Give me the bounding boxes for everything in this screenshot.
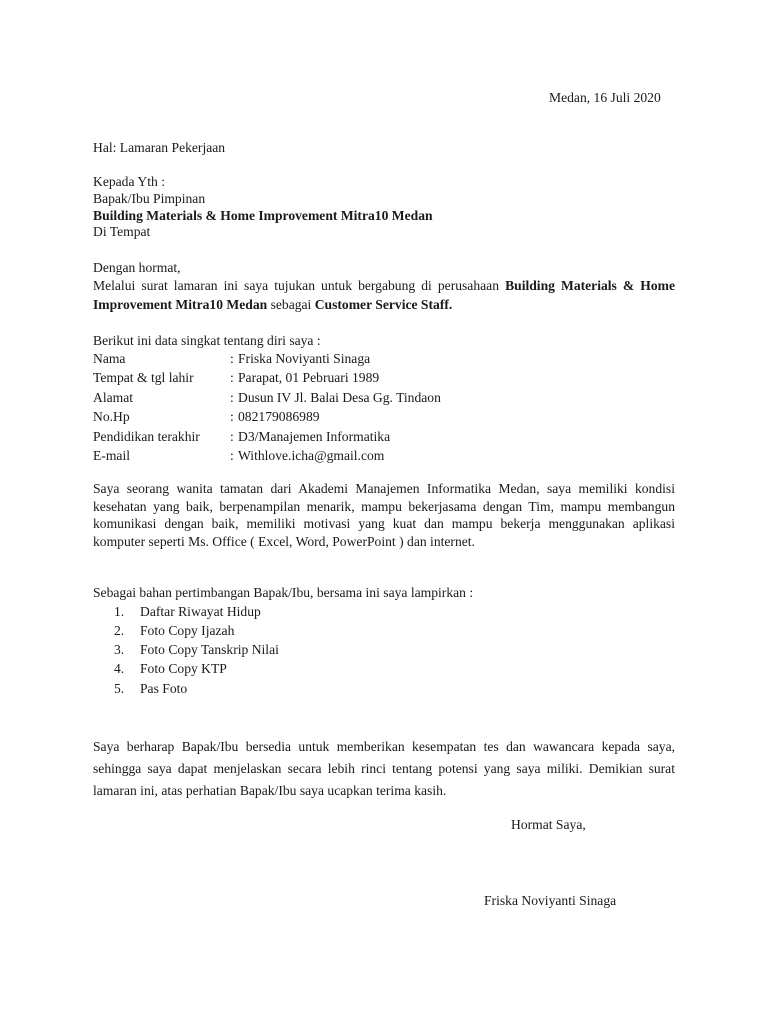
recipient-company: Building Materials & Home Improvement Mitra10 Medan <box>93 208 433 223</box>
recipient-place: Di Tempat <box>93 224 151 239</box>
intro-paragraph <box>93 276 675 314</box>
data-row-name <box>93 349 370 368</box>
closing-paragraph: Saya berharap Bapak/Ibu bersedia untuk memberikan kesempatan tes dan wawancara kepada saya, sehingga saya dapat menjelaskan secara lebih rinci tentang potensi yang saya miliki. Demikian surat lamaran ini, atas perhatian Bapak/Ibu saya ucapkan terima kasih. <box>93 739 675 798</box>
data-colon: : <box>230 448 234 463</box>
data-row-birth <box>93 368 379 387</box>
intro-text-2: sebagai <box>267 297 315 312</box>
subject-line: Hal: Lamaran Pekerjaan <box>93 140 226 155</box>
data-row-phone <box>93 407 320 426</box>
data-value: D3/Manajemen Informatika <box>238 429 391 444</box>
list-number: 2. <box>114 623 125 638</box>
data-row-email <box>93 446 384 465</box>
data-label: No.Hp <box>93 409 130 424</box>
list-item <box>114 679 187 698</box>
data-label: Nama <box>93 351 126 366</box>
list-item <box>114 659 227 678</box>
data-colon: : <box>230 429 234 444</box>
data-value: Dusun IV Jl. Balai Desa Gg. Tindaon <box>238 390 441 405</box>
data-colon: : <box>230 370 234 385</box>
list-item <box>114 640 279 659</box>
list-number: 5. <box>114 681 125 696</box>
recipient-title: Bapak/Ibu Pimpinan <box>93 191 206 206</box>
list-text: Daftar Riwayat Hidup <box>140 604 261 619</box>
data-value: Friska Noviyanti Sinaga <box>238 351 371 366</box>
data-label: E-mail <box>93 448 130 463</box>
data-colon: : <box>230 409 234 424</box>
data-label: Pendidikan terakhir <box>93 429 200 444</box>
signature-name: Friska Noviyanti Sinaga <box>484 893 617 908</box>
data-value: Parapat, 01 Pebruari 1989 <box>238 370 380 385</box>
data-colon: : <box>230 351 234 366</box>
data-colon: : <box>230 390 234 405</box>
data-label: Tempat & tgl lahir <box>93 370 194 385</box>
intro-position: Customer Service Staff. <box>314 297 453 312</box>
data-label: Alamat <box>93 390 134 405</box>
data-value: 082179086989 <box>238 409 320 424</box>
intro-company: Building Materials & Home Improvement Mitra10 Medan <box>93 278 675 312</box>
list-number: 3. <box>114 642 125 657</box>
list-item <box>114 621 234 640</box>
list-text: Foto Copy KTP <box>140 661 227 676</box>
list-number: 1. <box>114 604 125 619</box>
data-value: Withlove.icha@gmail.com <box>238 448 385 463</box>
date-line: Medan, 16 Juli 2020 <box>549 90 661 105</box>
list-text: Foto Copy Tanskrip Nilai <box>140 642 279 657</box>
signoff: Hormat Saya, <box>511 817 586 832</box>
greeting: Dengan hormat, <box>93 260 181 275</box>
attachments-intro: Sebagai bahan pertimbangan Bapak/Ibu, bersama ini saya lampirkan : <box>93 585 474 600</box>
recipient-salutation: Kepada Yth : <box>93 174 165 189</box>
list-text: Foto Copy Ijazah <box>140 623 235 638</box>
data-row-address <box>93 388 441 407</box>
list-text: Pas Foto <box>140 681 188 696</box>
data-intro: Berikut ini data singkat tentang diri saya : <box>93 333 321 348</box>
data-row-education <box>93 427 390 446</box>
intro-text-1: Melalui surat lamaran ini saya tujukan untuk bergabung di perusahaan <box>93 278 506 293</box>
profile-paragraph: Saya seorang wanita tamatan dari Akademi Manajemen Informatika Medan, saya memiliki kondisi kesehatan yang baik, berpenampilan menarik, mampu bekerjasama dengan Tim, mampu membangun komunikasi dengan baik, memiliki motivasi yang kuat dan mampu bekerja menggunakan aplikasi komputer seperti Ms. Office ( Excel, Word, PowerPoint ) dan internet. <box>93 481 675 549</box>
list-number: 4. <box>114 661 125 676</box>
list-item <box>114 602 261 621</box>
